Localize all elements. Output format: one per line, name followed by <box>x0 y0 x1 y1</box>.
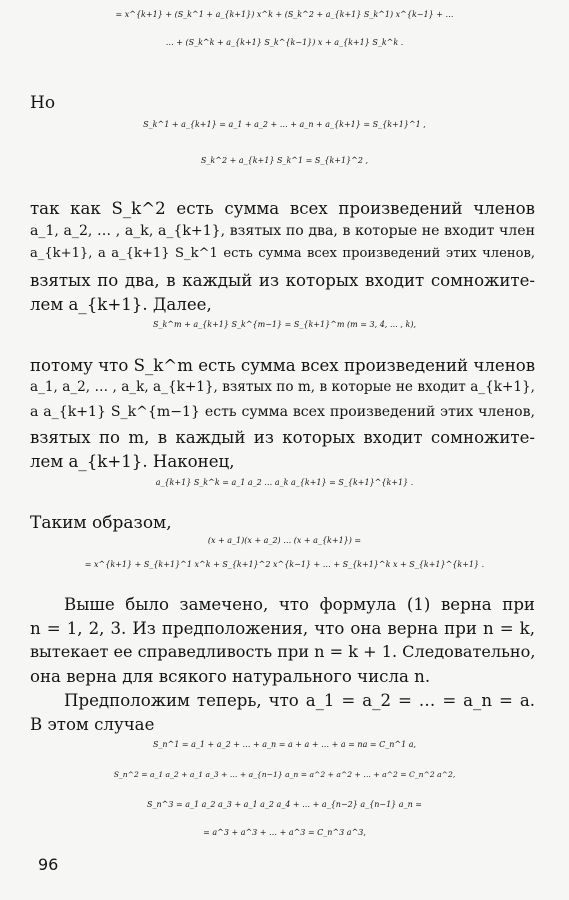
page-number: 96 <box>38 855 59 874</box>
formula-line: S_n^1 = a_1 + a_2 + … + a_n = a + a + … + a = na = C_n^1 a, <box>152 740 417 749</box>
formula-line: … + (S_k^k + a_{k+1} S_k^{k−1}) x + a_{k+1} S_k^k . <box>165 38 404 47</box>
paragraph-line: n = 1, 2, 3. Из предположения, что она верна при n = k, <box>30 619 535 638</box>
paragraph-line: взятых по два, в каждый из которых входит сомножите- <box>30 271 535 290</box>
paragraph-line: взятых по m, в каждый из которых входит сомножите- <box>30 428 535 447</box>
paragraph-line: она верна для всякого натурального числа n. <box>30 667 431 686</box>
text-line: Таким образом, <box>30 513 172 533</box>
paragraph-line: так как S_k^2 есть сумма всех произведений членов <box>30 199 535 218</box>
paragraph-line: лем a_{k+1}. Далее, <box>30 295 212 314</box>
formula-line: = x^{k+1} + S_{k+1}^1 x^k + S_{k+1}^2 x^{k−1} + … + S_{k+1}^k x + S_{k+1}^{k+1} . <box>84 560 485 569</box>
paragraph-line: вытекает ее справедливость при n = k + 1. Следовательно, <box>30 642 536 661</box>
paragraph-line: потому что S_k^m есть сумма всех произведений членов <box>30 356 536 375</box>
paragraph-line: Выше было замечено, что формула (1) верна при <box>64 595 535 614</box>
formula-line: = x^{k+1} + (S_k^1 + a_{k+1}) x^k + (S_k^2 + a_{k+1} S_k^1) x^{k−1} + … <box>115 10 454 19</box>
formula-line: a_{k+1} S_k^k = a_1 a_2 … a_k a_{k+1} = S_{k+1}^{k+1} . <box>155 478 414 487</box>
formula-line: S_k^m + a_{k+1} S_k^{m−1} = S_{k+1}^m (m = 3, 4, … , k), <box>152 320 417 329</box>
text-line: Но <box>30 93 56 113</box>
formula-line: S_k^2 + a_{k+1} S_k^1 = S_{k+1}^2 , <box>200 156 369 165</box>
formula-line: S_n^3 = a_1 a_2 a_3 + a_1 a_2 a_4 + … + a_{n−2} a_{n−1} a_n = <box>147 800 422 809</box>
formula-line: S_k^1 + a_{k+1} = a_1 + a_2 + … + a_n + a_{k+1} = S_{k+1}^1 , <box>143 120 426 129</box>
formula-line: = a^3 + a^3 + … + a^3 = C_n^3 a^3, <box>203 828 366 837</box>
paragraph-line: Предположим теперь, что a_1 = a_2 = … = a_n = a. <box>64 691 535 710</box>
paragraph-line: В этом случае <box>30 715 155 734</box>
paragraph-line: a_{k+1}, а a_{k+1} S_k^1 есть сумма всех произведений этих членов, <box>30 246 535 261</box>
paragraph-line: a_1, a_2, … , a_k, a_{k+1}, взятых по m, в которые не входит a_{k+1}, <box>30 379 535 395</box>
paragraph-line: лем a_{k+1}. Наконец, <box>30 452 235 471</box>
paragraph-line: а a_{k+1} S_k^{m−1} есть сумма всех произведений этих членов, <box>30 404 535 420</box>
formula-line: S_n^2 = a_1 a_2 + a_1 a_3 + … + a_{n−1} a_n = a^2 + a^2 + … + a^2 = C_n^2 a^2, <box>113 770 456 779</box>
paragraph-line: a_1, a_2, … , a_k, a_{k+1}, взятых по два, в которые не входит член <box>30 223 535 239</box>
formula-line: (x + a_1)(x + a_2) … (x + a_{k+1}) = <box>207 536 362 545</box>
